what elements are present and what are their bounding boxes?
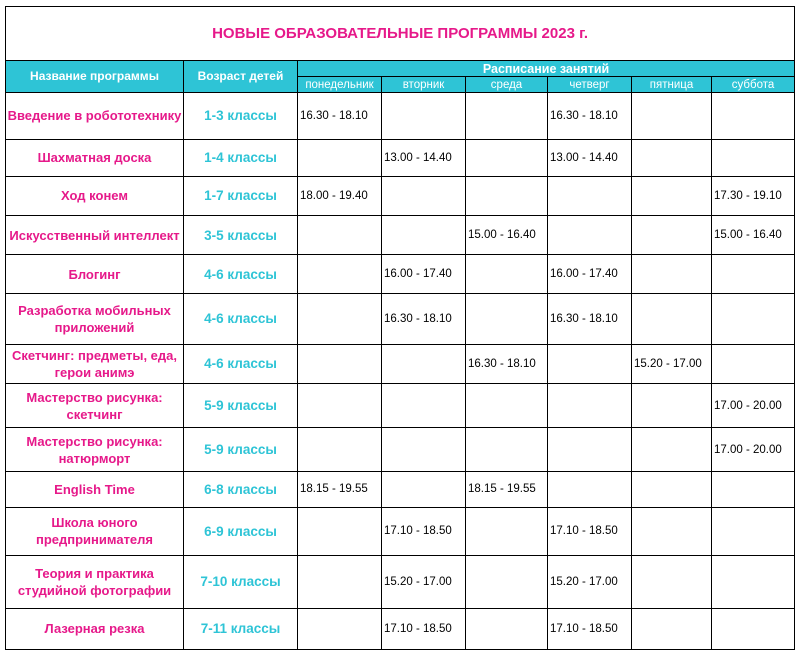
schedule-time-cell bbox=[298, 344, 382, 383]
table-row bbox=[6, 216, 795, 255]
schedule-time-cell bbox=[632, 255, 712, 293]
table-row bbox=[6, 508, 795, 556]
schedule-time-cell: 17.00 - 20.00 bbox=[712, 383, 795, 428]
schedule-time-cell bbox=[466, 139, 548, 176]
program-name: Мастерство рисунка: скетчинг bbox=[6, 383, 184, 428]
schedule-time-cell: 13.00 - 14.40 bbox=[548, 139, 632, 176]
schedule-time-cell bbox=[632, 383, 712, 428]
schedule-time-cell bbox=[382, 471, 466, 507]
schedule-time-cell bbox=[632, 508, 712, 556]
schedule-time-cell bbox=[466, 428, 548, 471]
program-name: Мастерство рисунка: натюрморт bbox=[6, 428, 184, 471]
schedule-time-cell: 17.10 - 18.50 bbox=[548, 608, 632, 650]
schedule-time-cell bbox=[632, 428, 712, 471]
schedule-time-cell bbox=[712, 508, 795, 556]
schedule-time-cell bbox=[632, 216, 712, 255]
schedule-time-cell bbox=[548, 176, 632, 215]
schedule-time-cell: 16.00 - 17.40 bbox=[548, 255, 632, 293]
schedule-time-cell bbox=[712, 92, 795, 139]
schedule-time-cell bbox=[382, 428, 466, 471]
program-name: Теория и практика студийной фотографии bbox=[6, 555, 184, 608]
schedule-time-cell bbox=[466, 255, 548, 293]
schedule-time-cell bbox=[466, 176, 548, 215]
day-tuesday: вторник bbox=[382, 77, 466, 93]
program-age: 1-3 классы bbox=[184, 92, 298, 139]
program-age: 6-8 классы bbox=[184, 471, 298, 507]
program-age: 7-10 классы bbox=[184, 555, 298, 608]
schedule-time-cell bbox=[712, 344, 795, 383]
schedule-time-cell bbox=[466, 383, 548, 428]
schedule-time-cell bbox=[632, 92, 712, 139]
program-name: Блогинг bbox=[6, 255, 184, 293]
schedule-time-cell bbox=[466, 555, 548, 608]
schedule-time-cell: 18.15 - 19.55 bbox=[298, 471, 382, 507]
program-age: 6-9 классы bbox=[184, 508, 298, 556]
schedule-time-cell bbox=[466, 293, 548, 344]
schedule-table bbox=[5, 6, 795, 650]
table-row bbox=[6, 92, 795, 139]
schedule-time-cell: 17.30 - 19.10 bbox=[712, 176, 795, 215]
program-name: Лазерная резка bbox=[6, 608, 184, 650]
schedule-time-cell: 16.30 - 18.10 bbox=[382, 293, 466, 344]
program-name: Ход конем bbox=[6, 176, 184, 215]
table-row bbox=[6, 428, 795, 471]
table-row bbox=[6, 383, 795, 428]
schedule-time-cell bbox=[712, 293, 795, 344]
schedule-time-cell bbox=[298, 255, 382, 293]
table-row bbox=[6, 139, 795, 176]
program-name: Искусственный интеллект bbox=[6, 216, 184, 255]
schedule-time-cell bbox=[548, 344, 632, 383]
program-name: Школа юного предпринимателя bbox=[6, 508, 184, 556]
day-saturday: суббота bbox=[712, 77, 795, 93]
schedule-time-cell bbox=[712, 471, 795, 507]
schedule-time-cell bbox=[298, 428, 382, 471]
program-name: Шахматная доска bbox=[6, 139, 184, 176]
table-row bbox=[6, 344, 795, 383]
schedule-time-cell: 15.20 - 17.00 bbox=[382, 555, 466, 608]
program-name: Разработка мобильных приложений bbox=[6, 293, 184, 344]
schedule-time-cell bbox=[632, 139, 712, 176]
schedule-time-cell bbox=[712, 139, 795, 176]
schedule-time-cell bbox=[382, 383, 466, 428]
schedule-time-cell: 15.20 - 17.00 bbox=[548, 555, 632, 608]
schedule-time-cell: 17.00 - 20.00 bbox=[712, 428, 795, 471]
table-row bbox=[6, 555, 795, 608]
program-age: 3-5 классы bbox=[184, 216, 298, 255]
schedule-time-cell bbox=[548, 471, 632, 507]
schedule-time-cell: 16.30 - 18.10 bbox=[548, 293, 632, 344]
schedule-time-cell bbox=[298, 555, 382, 608]
schedule-time-cell bbox=[466, 608, 548, 650]
schedule-time-cell: 13.00 - 14.40 bbox=[382, 139, 466, 176]
page-title: НОВЫЕ ОБРАЗОВАТЕЛЬНЫЕ ПРОГРАММЫ 2023 г. bbox=[6, 7, 795, 61]
schedule-time-cell bbox=[632, 608, 712, 650]
schedule-time-cell bbox=[632, 555, 712, 608]
table-row bbox=[6, 608, 795, 650]
schedule-time-cell: 15.00 - 16.40 bbox=[712, 216, 795, 255]
day-friday: пятница bbox=[632, 77, 712, 93]
schedule-time-cell: 17.10 - 18.50 bbox=[382, 608, 466, 650]
program-age: 4-6 классы bbox=[184, 255, 298, 293]
schedule-time-cell bbox=[382, 216, 466, 255]
header-program-name: Название программы bbox=[6, 60, 184, 92]
schedule-time-cell bbox=[712, 255, 795, 293]
day-wednesday: среда bbox=[466, 77, 548, 93]
schedule-time-cell bbox=[298, 139, 382, 176]
schedule-time-cell bbox=[632, 471, 712, 507]
schedule-time-cell bbox=[548, 383, 632, 428]
schedule-time-cell bbox=[298, 608, 382, 650]
program-name: Скетчинг: предметы, еда, герои анимэ bbox=[6, 344, 184, 383]
schedule-time-cell bbox=[712, 608, 795, 650]
schedule-time-cell: 16.30 - 18.10 bbox=[298, 92, 382, 139]
schedule-time-cell bbox=[382, 344, 466, 383]
schedule-time-cell: 17.10 - 18.50 bbox=[548, 508, 632, 556]
schedule-time-cell: 16.30 - 18.10 bbox=[548, 92, 632, 139]
program-age: 5-9 классы bbox=[184, 428, 298, 471]
schedule-time-cell bbox=[548, 216, 632, 255]
schedule-time-cell: 17.10 - 18.50 bbox=[382, 508, 466, 556]
schedule-time-cell: 15.20 - 17.00 bbox=[632, 344, 712, 383]
schedule-time-cell bbox=[548, 428, 632, 471]
program-age: 7-11 классы bbox=[184, 608, 298, 650]
day-thursday: четверг bbox=[548, 77, 632, 93]
table-row bbox=[6, 471, 795, 507]
schedule-time-cell: 18.00 - 19.40 bbox=[298, 176, 382, 215]
schedule-time-cell: 15.00 - 16.40 bbox=[466, 216, 548, 255]
program-name: English Time bbox=[6, 471, 184, 507]
header-age: Возраст детей bbox=[184, 60, 298, 92]
schedule-time-cell bbox=[382, 176, 466, 215]
schedule-time-cell bbox=[466, 508, 548, 556]
schedule-time-cell: 16.00 - 17.40 bbox=[382, 255, 466, 293]
program-age: 5-9 классы bbox=[184, 383, 298, 428]
table-row bbox=[6, 255, 795, 293]
program-name: Введение в робототехнику bbox=[6, 92, 184, 139]
schedule-time-cell bbox=[298, 383, 382, 428]
program-age: 1-4 классы bbox=[184, 139, 298, 176]
table-row bbox=[6, 176, 795, 215]
schedule-time-cell bbox=[298, 216, 382, 255]
program-age: 1-7 классы bbox=[184, 176, 298, 215]
schedule-time-cell bbox=[712, 555, 795, 608]
schedule-time-cell: 16.30 - 18.10 bbox=[466, 344, 548, 383]
schedule-time-cell bbox=[632, 293, 712, 344]
schedule-time-cell bbox=[298, 508, 382, 556]
schedule-time-cell: 18.15 - 19.55 bbox=[466, 471, 548, 507]
day-monday: понедельник bbox=[298, 77, 382, 93]
schedule-time-cell bbox=[382, 92, 466, 139]
schedule-time-cell bbox=[298, 293, 382, 344]
program-age: 4-6 классы bbox=[184, 344, 298, 383]
schedule-time-cell bbox=[466, 92, 548, 139]
table-row bbox=[6, 293, 795, 344]
header-schedule: Расписание занятий bbox=[298, 60, 795, 77]
program-age: 4-6 классы bbox=[184, 293, 298, 344]
schedule-time-cell bbox=[632, 176, 712, 215]
